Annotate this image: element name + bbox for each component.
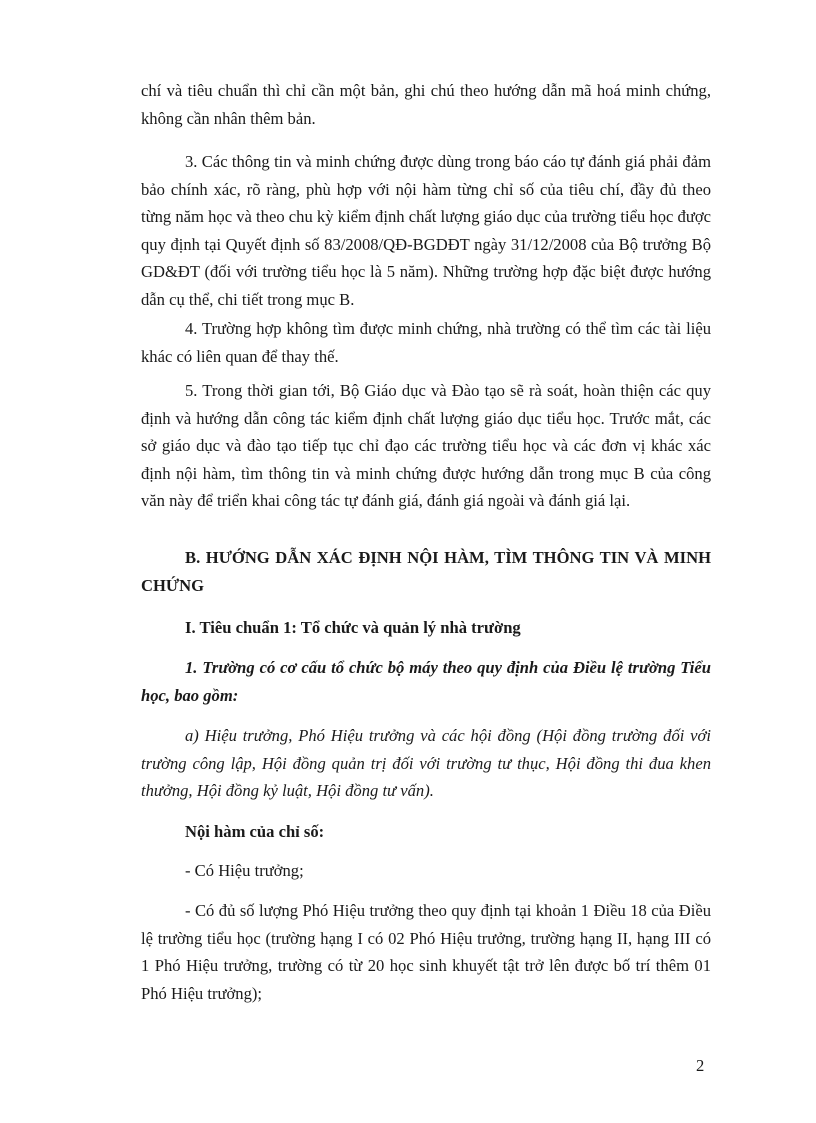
- criterion-1: 1. Trường có cơ cấu tổ chức bộ máy theo quy định của Điều lệ trường Tiểu học, bao gồm:: [141, 658, 711, 705]
- paragraph-item-4: 4. Trường hợp không tìm được minh chứng, nhà trường có thể tìm các tài liệu khác có liên quan để thay thế.: [141, 319, 711, 366]
- standard-1-title: : Tổ chức và quản lý nhà trường: [291, 618, 521, 637]
- page-number: 2: [696, 1056, 705, 1075]
- bullet-principal: - Có Hiệu trưởng;: [185, 861, 304, 880]
- paragraph-item-3: 3. Các thông tin và minh chứng được dùng trong báo cáo tự đánh giá phải đảm bảo chính xác, rõ ràng, phù hợp với nội hàm từng chỉ số của tiêu chí, đầy đủ theo từng năm học và theo chu kỳ kiểm định chất lượng giáo dục của trường tiểu học được quy định tại Quyết định số 83/2008/QĐ-BGDĐT ngày 31/12/2008 của Bộ trưởng Bộ GD&ĐT (đối với trường tiểu học là 5 năm). Những trường hợp đặc biệt được hướng dẫn cụ thể, chi tiết trong mục B.: [141, 152, 711, 309]
- bullet-vice-principal: - Có đủ số lượng Phó Hiệu trưởng theo quy định tại khoản 1 Điều 18 của Điều lệ trường tiểu học (trường hạng I có 02 Phó Hiệu trưởng, trường hạng II, hạng III có 1 Phó Hiệu trưởng, trường có từ 20 học sinh khuyết tật trở lên được bố trí thêm 01 Phó Hiệu trưởng);: [141, 901, 711, 1003]
- indicator-content-heading: Nội hàm của chỉ số:: [185, 822, 325, 841]
- paragraph-item-5: 5. Trong thời gian tới, Bộ Giáo dục và Đào tạo sẽ rà soát, hoàn thiện các quy định và hướng dẫn công tác kiểm định chất lượng giáo dục tiểu học. Trước mắt, các sở giáo dục và đào tạo tiếp tục chỉ đạo các trường tiểu học và các đơn vị khác xác định nội hàm, tìm thông tin và minh chứng được hướng dẫn trong mục B của công văn này để triển khai công tác tự đánh giá, đánh giá ngoài và đánh giá lại.: [141, 381, 711, 510]
- paragraph-continuation: chí và tiêu chuẩn thì chỉ cần một bản, ghi chú theo hướng dẫn mã hoá minh chứng, không cần nhân thêm bản.: [141, 81, 711, 128]
- standard-1-label: I. Tiêu chuẩn 1: [185, 618, 292, 637]
- indicator-a: a) Hiệu trưởng, Phó Hiệu trưởng và các hội đồng (Hội đồng trường đối với trường công lập, Hội đồng quản trị đối với trường tư thục, Hội đồng thi đua khen thưởng, Hội đồng kỷ luật, Hội đồng tư vấn).: [141, 726, 711, 800]
- section-b-heading: B. HƯỚNG DẪN XÁC ĐỊNH NỘI HÀM, TÌM THÔNG TIN VÀ MINH CHỨNG: [141, 548, 711, 595]
- standard-1-heading: [141, 614, 711, 642]
